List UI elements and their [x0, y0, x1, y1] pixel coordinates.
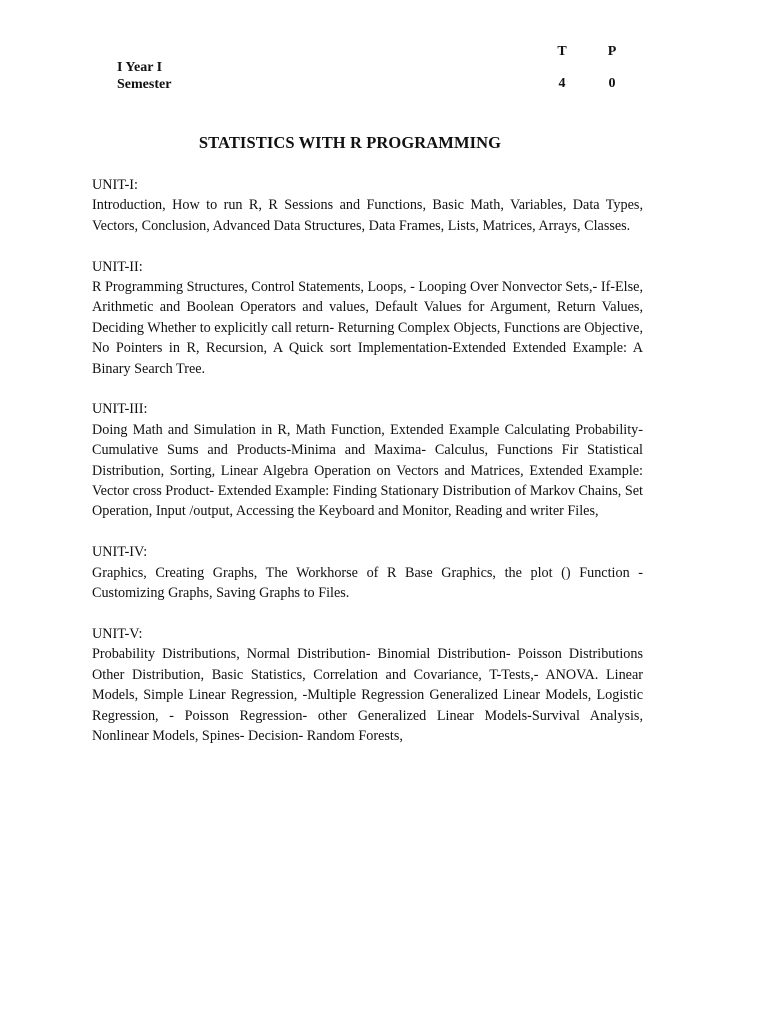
course-title: STATISTICS WITH R PROGRAMMING: [198, 133, 502, 152]
unit-body: Introduction, How to run R, R Sessions and Functions, Basic Math, Variables, Data Types, Vectors, Conclusion, Advanced Data Structures, Data Frames, Lists, Matrices, Arrays, Classes.: [92, 197, 643, 234]
unit-heading: UNIT-V:: [92, 625, 143, 642]
semester-line: Semester: [117, 77, 172, 92]
unit-body: Probability Distributions, Normal Distribution- Binomial Distribution- Poisson Distributions Other Distribution, Basic Statistics, Correlation and Covariance, T-Tests,- ANOVA. Linear Models, Simple Linear Regression, -Multiple Regression Generalized Linear Models, Logistic Regression, - Poisson Regression- other Generalized Linear Models-Survival Analysis, Nonlinear Models, Spines- Decision- Random Forests,: [92, 646, 643, 744]
practical-header: P: [607, 44, 617, 59]
units-list: [92, 175, 643, 767]
practical-column: [602, 43, 622, 92]
unit-heading: UNIT-IV:: [92, 544, 148, 561]
unit-section: [92, 175, 643, 236]
unit-section: [92, 257, 643, 379]
theory-column: [552, 43, 572, 92]
unit-body: R Programming Structures, Control Statements, Loops, - Looping Over Nonvector Sets,- If-Else, Arithmetic and Boolean Operators and values, Default Values for Argument, Return Values, Deciding Whether to explicitly call return- Returning Complex Objects, Functions are Objective, No Pointers in R, Recursion, A Quick sort Implementation-Extended Extended Example: A Binary Search Tree.: [92, 279, 643, 377]
unit-body: Graphics, Creating Graphs, The Workhorse of R Base Graphics, the plot () Function - Customizing Graphs, Saving Graphs to Files.: [92, 564, 643, 602]
unit-body: Doing Math and Simulation in R, Math Function, Extended Example Calculating Probability- Cumulative Sums and Products-Minima and Maxima- Calculus, Functions Fir Statistical Distribution, Sorting, Linear Algebra Operation on Vectors and Matrices, Extended Example: Vector cross Product- Extended Example: Finding Stationary Distribution of Markov Chains, Set Operation, Input /output, Accessing the Keyboard and Monitor, Reading and writer Files,: [92, 421, 643, 520]
unit-section: [92, 624, 643, 746]
unit-heading: UNIT-I:: [92, 177, 138, 193]
theory-value: 4: [558, 76, 566, 91]
theory-header: T: [557, 44, 567, 59]
practical-value: 0: [608, 76, 616, 91]
unit-section: [92, 399, 643, 521]
unit-heading: UNIT-III:: [92, 401, 148, 418]
unit-section: [92, 542, 643, 603]
year-line: I Year I: [117, 60, 163, 75]
year-semester-label: [117, 59, 171, 93]
unit-heading: UNIT-II:: [92, 258, 143, 275]
